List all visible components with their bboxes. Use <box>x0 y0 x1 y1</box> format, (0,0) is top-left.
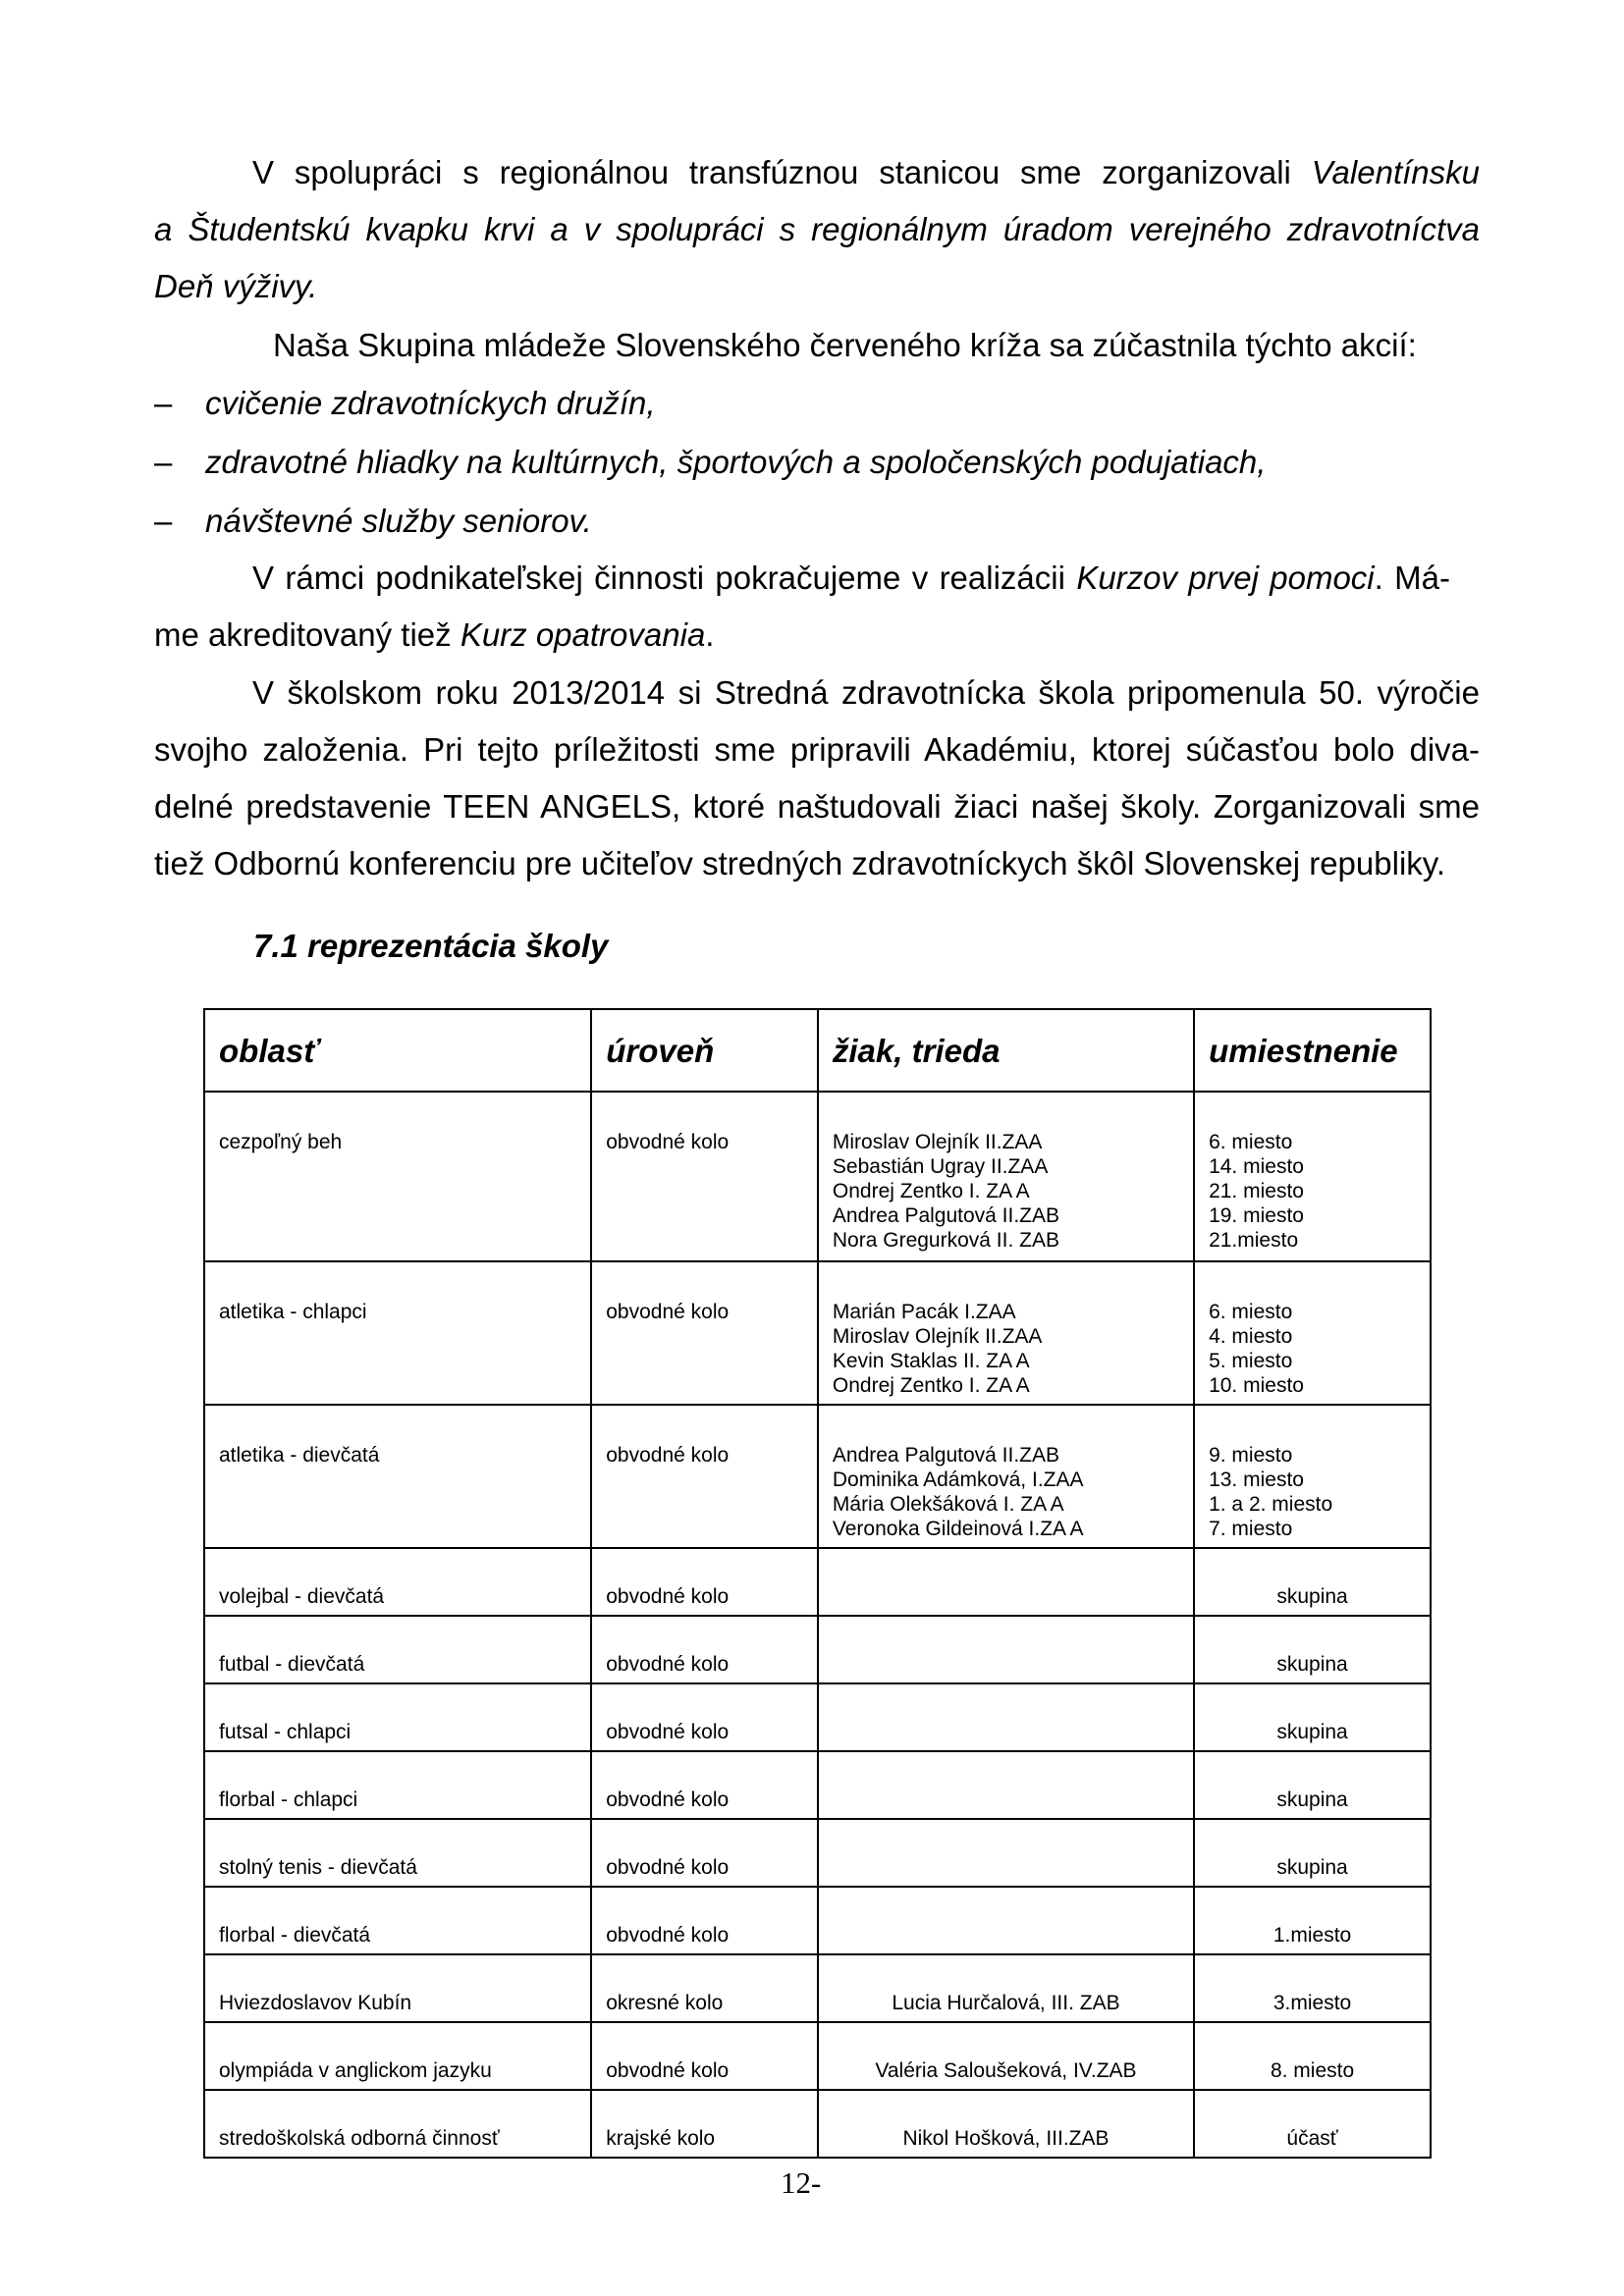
table-cell <box>1194 1819 1431 1887</box>
table-row <box>204 1887 1431 1954</box>
cell-list <box>833 1093 1193 1253</box>
table-cell <box>591 1751 818 1819</box>
paragraph-line: delné predstavenie TEEN ANGELS, ktoré naštudovali žiaci našej školy. Zorganizovali sme <box>154 788 1480 825</box>
paragraph-line: tiež Odbornú konferenciu pre učiteľov stredných zdravotníckych škôl Slovenskej republiky. <box>154 845 1445 881</box>
cell-line: Miroslav Olejník II.ZAA <box>832 1131 1043 1153</box>
cell-text: Nikol Hošková, III.ZAB <box>902 2127 1110 2150</box>
section-heading: 7.1 reprezentácia školy <box>253 928 609 964</box>
cell-line: Andrea Palgutová II.ZAB <box>832 1444 1060 1467</box>
cell-text: olympiáda v anglickom jazyku <box>219 2059 492 2082</box>
table-cell <box>818 2090 1194 2158</box>
cell-text: skupina <box>1276 1653 1348 1676</box>
paragraph-anniversary <box>154 665 1480 892</box>
column-header-umiestnenie: umiestnenie <box>1194 1009 1431 1092</box>
cell-text: obvodné kolo <box>606 1721 730 1743</box>
cell-line: Marián Pacák I.ZAA <box>832 1301 1016 1323</box>
bullet-dash: – <box>154 503 173 539</box>
cell-line: Dominika Adámková, I.ZAA <box>832 1468 1084 1491</box>
table-cell <box>818 2022 1194 2090</box>
bullet-dash: – <box>154 444 173 480</box>
cell-text: obvodné kolo <box>606 1444 730 1467</box>
cell-text: obvodné kolo <box>606 1856 730 1879</box>
table-cell <box>1194 1616 1431 1683</box>
table-cell <box>818 1548 1194 1616</box>
table-cell <box>204 1819 591 1887</box>
bullet-text: zdravotné hliadky na kultúrnych, športových a spoločenských podujatiach, <box>205 444 1267 480</box>
text-run-italic: Kurz opatrovania <box>460 616 706 653</box>
cell-text: Valéria Saloušeková, IV.ZAB <box>875 2059 1137 2082</box>
cell-line: 14. miesto <box>1209 1155 1304 1178</box>
column-header-oblast: oblasť <box>204 1009 591 1092</box>
table-cell <box>204 1616 591 1683</box>
table-cell <box>204 2022 591 2090</box>
bullet-dash: – <box>154 385 173 421</box>
cell-text: obvodné kolo <box>606 1653 730 1676</box>
table-cell <box>818 1954 1194 2022</box>
cell-line: 1. a 2. miesto <box>1209 1493 1333 1516</box>
table-row <box>204 1954 1431 2022</box>
table-header-row <box>204 1009 1431 1092</box>
table-row <box>204 1616 1431 1683</box>
cell-text: 8. miesto <box>1270 2059 1355 2082</box>
text-run-italic: Valentínsku <box>1311 154 1480 190</box>
cell-text: skupina <box>1276 1585 1348 1608</box>
table-cell <box>204 1092 591 1261</box>
table-cell <box>818 1751 1194 1819</box>
cell-text: 1.miesto <box>1272 1924 1352 1947</box>
table-row <box>204 1092 1431 1261</box>
cell-line: 21. miesto <box>1209 1180 1304 1202</box>
cell-list <box>833 1262 1193 1398</box>
cell-text: obvodné kolo <box>606 1585 730 1608</box>
cell-text <box>819 1888 1193 1923</box>
table-cell <box>818 1261 1194 1405</box>
paragraph-line: V školskom roku 2013/2014 si Stredná zdravotnícka škola pripomenula 50. výročie <box>252 674 1480 711</box>
cell-text: Hviezdoslavov Kubín <box>219 1992 412 2014</box>
cell-text: skupina <box>1276 1721 1348 1743</box>
table-cell <box>1194 2022 1431 2090</box>
cell-line: Nora Gregurková II. ZAB <box>832 1229 1059 1252</box>
table-cell <box>1194 1261 1431 1405</box>
table-cell <box>204 1751 591 1819</box>
cell-line: 6. miesto <box>1209 1131 1293 1153</box>
cell-line: 4. miesto <box>1209 1325 1293 1348</box>
table-cell <box>204 1548 591 1616</box>
cell-text: florbal - dievčatá <box>219 1924 371 1947</box>
table-cell <box>1194 1751 1431 1819</box>
cell-line: Sebastián Ugray II.ZAA <box>832 1155 1049 1178</box>
bullet-text: cvičenie zdravotníckych družín, <box>205 385 656 421</box>
paragraph-line <box>154 607 1450 664</box>
table-cell <box>591 1954 818 2022</box>
cell-list <box>1209 1406 1430 1541</box>
text-run: me akreditovaný tiež <box>154 616 460 653</box>
cell-list <box>1209 1262 1430 1398</box>
table-cell <box>591 1092 818 1261</box>
table-cell <box>204 1683 591 1751</box>
cell-text: obvodné kolo <box>606 1301 730 1323</box>
cell-text: skupina <box>1276 1856 1348 1879</box>
paragraph-line <box>154 550 1450 607</box>
paragraph-line: Deň výživy. <box>154 268 318 304</box>
cell-line: 21.miesto <box>1209 1229 1299 1252</box>
cell-line: Miroslav Olejník II.ZAA <box>832 1325 1043 1348</box>
cell-line: 10. miesto <box>1209 1374 1304 1397</box>
cell-line: Mária Olekšáková I. ZA A <box>832 1493 1064 1516</box>
table-cell <box>591 1405 818 1548</box>
cell-text: 3.miesto <box>1272 1992 1352 2014</box>
cell-list <box>833 1406 1193 1541</box>
cell-line: Andrea Palgutová II.ZAB <box>832 1204 1060 1227</box>
cell-text: skupina <box>1276 1789 1348 1811</box>
text-run: V spolupráci s regionálnou transfúznou stanicou sme zorganizovali <box>252 154 1312 190</box>
cell-list <box>1209 1093 1430 1253</box>
bullet-item <box>154 434 1266 491</box>
cell-line: 6. miesto <box>1209 1301 1293 1323</box>
cell-text <box>819 1684 1193 1720</box>
table-cell <box>591 1683 818 1751</box>
cell-line: Ondrej Zentko I. ZA A <box>832 1180 1030 1202</box>
cell-line: 9. miesto <box>1209 1444 1293 1467</box>
cell-text: stredoškolská odborná činnosť <box>219 2127 500 2150</box>
table-row <box>204 1548 1431 1616</box>
table-cell <box>818 1819 1194 1887</box>
cell-text: Lucia Hurčalová, III. ZAB <box>892 1992 1120 2014</box>
table-cell <box>591 1548 818 1616</box>
table-cell <box>1194 1092 1431 1261</box>
paragraph-line: a Študentskú kvapku krvi a v spolupráci s regionálnym úradom verejného zdravotníctva <box>154 211 1480 247</box>
paragraph-line <box>154 144 1480 201</box>
cell-text: cezpoľný beh <box>219 1131 343 1153</box>
cell-line: 7. miesto <box>1209 1518 1293 1540</box>
cell-text: obvodné kolo <box>606 1131 730 1153</box>
table-cell <box>591 1616 818 1683</box>
table-cell <box>591 1261 818 1405</box>
cell-text: obvodné kolo <box>606 1789 730 1811</box>
table-cell <box>1194 1887 1431 1954</box>
cell-text: obvodné kolo <box>606 2059 730 2082</box>
text-run: . <box>705 616 715 653</box>
cell-text: florbal - chlapci <box>219 1789 358 1811</box>
table-cell <box>818 1405 1194 1548</box>
cell-text: volejbal - dievčatá <box>219 1585 385 1608</box>
table-cell <box>818 1092 1194 1261</box>
column-header-ziak: žiak, trieda <box>818 1009 1194 1092</box>
table-cell <box>1194 1405 1431 1548</box>
table-cell <box>204 1405 591 1548</box>
cell-line: 5. miesto <box>1209 1350 1293 1372</box>
bullet-text: návštevné služby seniorov. <box>205 503 592 539</box>
table-cell <box>1194 1683 1431 1751</box>
table-row <box>204 2090 1431 2158</box>
cell-text: futbal - dievčatá <box>219 1653 365 1676</box>
cell-text: obvodné kolo <box>606 1924 730 1947</box>
cell-text <box>819 1549 1193 1584</box>
paragraph-transfusion <box>154 144 1480 315</box>
paragraph-line: Naša Skupina mládeže Slovenského červeného kríža sa zúčastnila týchto akcií: <box>273 327 1417 363</box>
cell-line: Veronoka Gildeinová I.ZA A <box>832 1518 1084 1540</box>
cell-text: okresné kolo <box>606 1992 724 2014</box>
cell-text <box>819 1617 1193 1652</box>
cell-text: krajské kolo <box>606 2127 716 2150</box>
cell-text: futsal - chlapci <box>219 1721 352 1743</box>
table-cell <box>204 2090 591 2158</box>
page-number: 12- <box>781 2165 822 2200</box>
text-run: . Má- <box>1374 560 1451 596</box>
paragraph-line: svojho založenia. Pri tejto príležitosti sme pripravili Akadémiu, ktorej súčasťou bolo diva- <box>154 731 1480 768</box>
table-cell <box>591 2022 818 2090</box>
paragraph-first-aid <box>154 550 1450 664</box>
table-cell <box>818 1683 1194 1751</box>
table-cell <box>591 2090 818 2158</box>
table-cell <box>591 1887 818 1954</box>
table-cell <box>1194 1548 1431 1616</box>
table-row <box>204 1261 1431 1405</box>
bullet-item <box>154 375 656 432</box>
cell-text <box>819 1820 1193 1855</box>
column-header-uroven: úroveň <box>591 1009 818 1092</box>
cell-text: atletika - chlapci <box>219 1301 367 1323</box>
cell-line: Kevin Staklas II. ZA A <box>832 1350 1030 1372</box>
text-run: V rámci podnikateľskej činnosti pokračujeme v realizácii <box>252 560 1077 596</box>
table-cell <box>818 1887 1194 1954</box>
table-cell <box>204 1887 591 1954</box>
cell-text: účasť <box>1286 2127 1338 2150</box>
cell-line: Ondrej Zentko I. ZA A <box>832 1374 1030 1397</box>
text-run-italic: Kurzov prvej pomoci <box>1076 560 1375 596</box>
table-cell <box>204 1954 591 2022</box>
table-row <box>204 1819 1431 1887</box>
representation-table <box>203 1008 1432 2159</box>
table-row <box>204 1751 1431 1819</box>
table-cell <box>204 1261 591 1405</box>
paragraph-youth-group <box>273 317 1451 374</box>
cell-line: 19. miesto <box>1209 1204 1304 1227</box>
cell-line: 13. miesto <box>1209 1468 1304 1491</box>
table-row <box>204 2022 1431 2090</box>
table-row <box>204 1405 1431 1548</box>
table-row <box>204 1683 1431 1751</box>
table-cell <box>591 1819 818 1887</box>
cell-text: atletika - dievčatá <box>219 1444 380 1467</box>
table-cell <box>1194 2090 1431 2158</box>
table-cell <box>818 1616 1194 1683</box>
table-cell <box>1194 1954 1431 2022</box>
bullet-item <box>154 493 592 550</box>
cell-text <box>819 1752 1193 1788</box>
cell-text: stolný tenis - dievčatá <box>219 1856 417 1879</box>
